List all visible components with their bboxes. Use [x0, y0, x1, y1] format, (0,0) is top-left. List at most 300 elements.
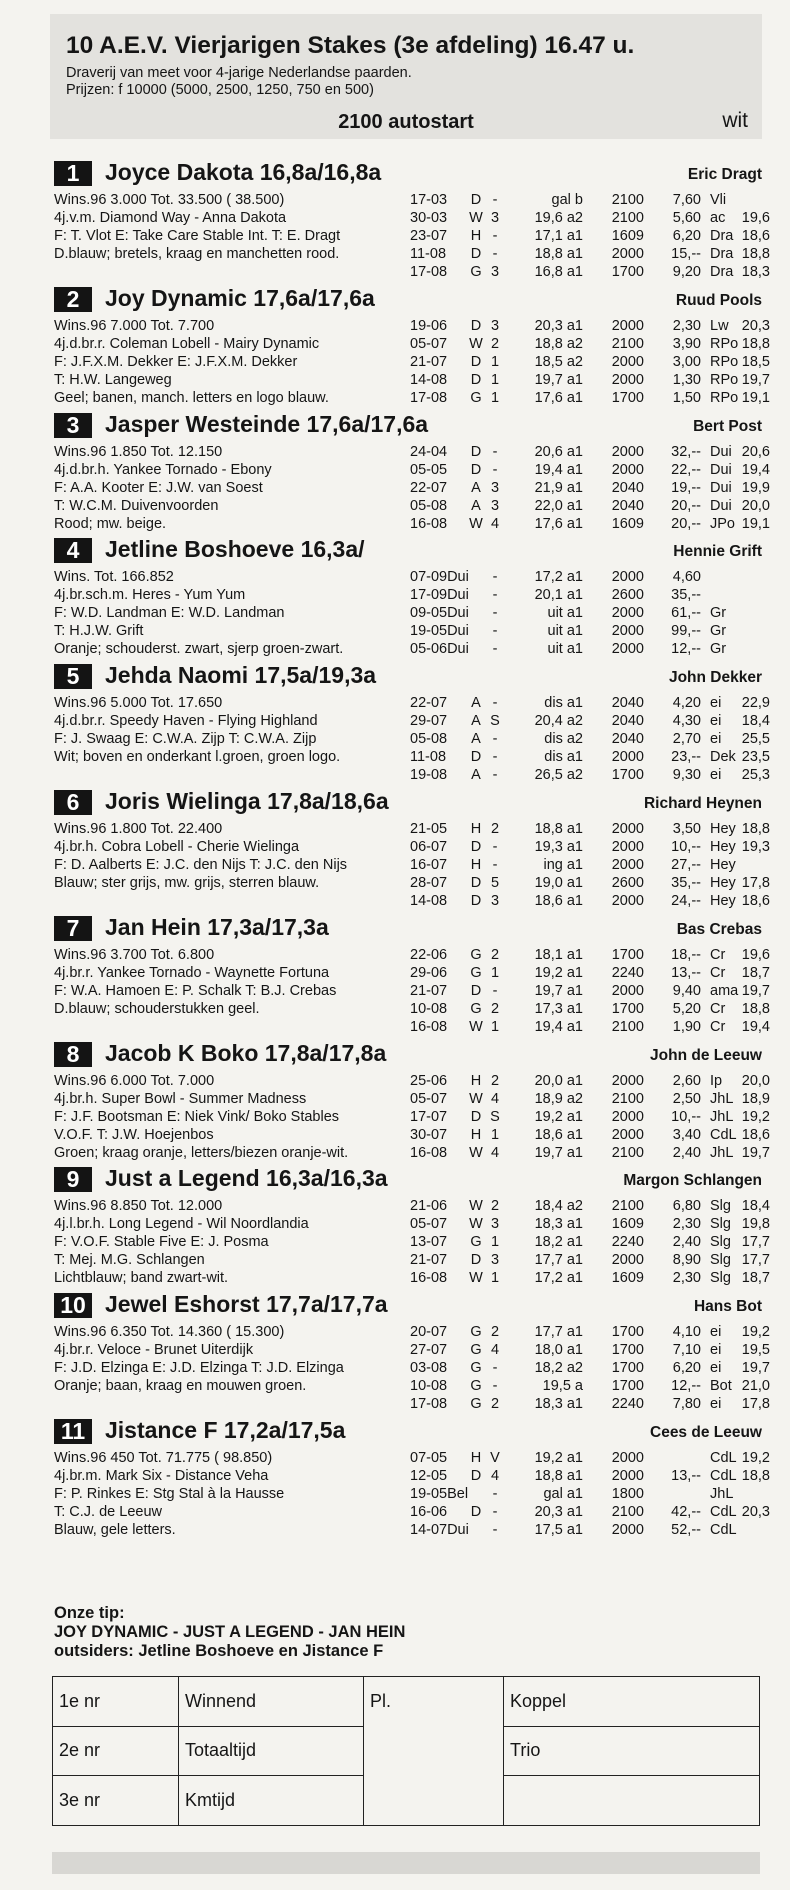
- race-odds: 9,40: [672, 982, 701, 999]
- horse-driver: Bas Crebas: [676, 920, 762, 938]
- horse-info-line: F: V.O.F. Stable Five E: J. Posma: [54, 1234, 269, 1251]
- horse-number: 2: [54, 287, 92, 312]
- race-drv: ei: [710, 1342, 722, 1359]
- race-drv: Dek: [710, 749, 736, 766]
- race-result-row: [410, 1000, 770, 1018]
- race-cond: 1: [490, 1126, 500, 1143]
- race-date: 14-08: [410, 371, 448, 388]
- race-rate: 18,3: [741, 264, 770, 280]
- race-odds: 32,--: [671, 443, 701, 460]
- race-cond: 3: [490, 893, 500, 909]
- horse-header: [50, 1040, 762, 1072]
- race-cond: -: [492, 461, 498, 478]
- race-track: D: [470, 246, 482, 262]
- race-date: 10-08: [410, 1378, 448, 1395]
- race-dist: 2240: [611, 964, 644, 981]
- race-time: 18,6 a1: [534, 893, 583, 909]
- horse-info-line: Wins.96 8.850 Tot. 12.000: [54, 1198, 223, 1215]
- horse-info-line: 4j.br.h. Cobra Lobell - Cherie Wielinga: [54, 839, 300, 855]
- race-track: A: [471, 713, 481, 730]
- race-track: W: [469, 1144, 483, 1161]
- race-cond: 1: [490, 1018, 500, 1035]
- race-result-row: [410, 640, 760, 658]
- race-rate: 18,6: [741, 1126, 770, 1143]
- horse-entry: [50, 662, 770, 786]
- race-result-row: [410, 820, 770, 838]
- race-time: 19,6 a2: [534, 210, 583, 226]
- race-drv: Gr: [710, 605, 727, 622]
- race-date: 21-07: [410, 982, 448, 999]
- race-result-row: [410, 568, 760, 586]
- race-rate: 23,5: [741, 749, 770, 766]
- race-date: 17-07: [410, 1108, 448, 1125]
- race-result-row: [410, 964, 770, 982]
- race-rate: 19,2: [741, 1324, 770, 1341]
- race-rate: 18,8: [741, 1000, 770, 1017]
- horse-info-line: Lichtblauw; band zwart-wit.: [54, 1270, 229, 1287]
- race-rate: 18,4: [741, 713, 770, 730]
- horse-info-line: F: W.D. Landman E: W.D. Landman: [54, 605, 285, 622]
- horse-details: [50, 1072, 770, 1164]
- bet-cell[interactable]: Kmtijd: [179, 1776, 364, 1826]
- race-time: 18,6 a1: [534, 1126, 583, 1143]
- horse-info-line: F: D. Aalberts E: J.C. den Nijs T: J.C. den Nijs: [54, 857, 348, 873]
- tip-outsiders: outsiders: Jetline Boshoeve en Jistance F: [54, 1642, 384, 1660]
- race-result-row: [410, 335, 770, 353]
- race-cond: -: [492, 641, 498, 658]
- race-cond: -: [492, 443, 498, 460]
- race-dist: 2000: [611, 1450, 644, 1466]
- race-date: 19-05Dui: [410, 623, 469, 640]
- race-cond: 3: [490, 264, 500, 280]
- race-track: D: [470, 875, 482, 891]
- race-result-row: [410, 209, 770, 227]
- race-dist: 1609: [611, 515, 644, 532]
- race-track: A: [471, 731, 481, 748]
- race-dist: 2600: [611, 587, 644, 604]
- race-date: 05-08: [410, 731, 448, 748]
- race-track: D: [470, 371, 482, 388]
- race-time: 19,2 a1: [534, 1450, 583, 1466]
- race-odds: 12,--: [671, 641, 701, 658]
- race-odds: 13,--: [671, 964, 701, 981]
- race-rate: 18,5: [741, 353, 770, 370]
- race-dist: 2000: [611, 623, 644, 640]
- horse-info-line: Wins.96 7.000 Tot. 7.700: [54, 317, 215, 334]
- race-cond: -: [492, 695, 498, 712]
- race-cond: 2: [490, 1396, 500, 1413]
- race-cond: 1: [490, 389, 500, 406]
- race-drv: Slg: [710, 1234, 731, 1251]
- race-dist: 2040: [611, 731, 644, 748]
- bet-cell[interactable]: 2e nr: [53, 1726, 179, 1776]
- race-odds: 18,--: [671, 946, 701, 963]
- race-rate: 18,8: [741, 821, 770, 837]
- horse-info-line: D.blauw; schouderstukken geel.: [54, 1000, 260, 1017]
- horse-driver: Richard Heynen: [643, 795, 762, 812]
- horse-info-line: Wins.96 1.800 Tot. 22.400: [54, 821, 223, 837]
- horse-details: [50, 694, 770, 786]
- race-drv: Dra: [710, 228, 734, 244]
- race-dist: 2100: [611, 192, 644, 208]
- horse-number: 10: [54, 1293, 92, 1318]
- race-result-row: [410, 982, 770, 1000]
- race-time: 22,0 a1: [534, 497, 583, 514]
- race-header: [50, 14, 762, 139]
- race-rate: 18,7: [741, 964, 770, 981]
- race-time: dis a1: [544, 695, 583, 712]
- race-odds: 2,50: [672, 1090, 701, 1107]
- race-time: ing a1: [543, 857, 583, 873]
- race-odds: 52,--: [671, 1522, 701, 1538]
- race-odds: 4,20: [672, 695, 701, 712]
- race-drv: CdL: [710, 1522, 737, 1538]
- race-rate: 19,4: [741, 1018, 770, 1035]
- race-date: 05-06Dui: [410, 641, 469, 658]
- horse-header: [50, 1291, 762, 1323]
- horse-header: [50, 411, 762, 443]
- race-odds: 8,90: [672, 1252, 701, 1269]
- race-drv: JhL: [710, 1108, 734, 1125]
- race-track: H: [470, 857, 482, 873]
- race-time: 19,5 a: [542, 1378, 583, 1395]
- race-result-row: [410, 1233, 770, 1251]
- race-date: 21-06: [410, 1198, 448, 1215]
- race-track: D: [470, 1108, 482, 1125]
- race-drv: CdL: [710, 1504, 737, 1520]
- race-date: 25-06: [410, 1072, 448, 1089]
- race-cond: -: [492, 605, 498, 622]
- race-result-row: [410, 1485, 760, 1503]
- race-time: 19,0 a1: [534, 875, 583, 891]
- race-date: 14-08: [410, 893, 448, 909]
- race-result-row: [410, 1323, 770, 1341]
- horse-entry: [50, 1165, 770, 1289]
- race-result-row: [410, 1521, 760, 1539]
- race-date: 07-05: [410, 1450, 448, 1466]
- race-result-row: [410, 622, 760, 640]
- race-odds: 9,30: [672, 767, 701, 784]
- horse-details: [50, 1323, 770, 1415]
- horse-details: [50, 317, 770, 409]
- horse-info-line: F: A.A. Kooter E: J.W. van Soest: [54, 479, 263, 496]
- race-odds: 42,--: [671, 1504, 701, 1520]
- race-date: 30-03: [410, 210, 448, 226]
- race-track: H: [470, 821, 482, 837]
- race-time: 20,3 a1: [534, 1504, 583, 1520]
- bet-row: [53, 1677, 760, 1727]
- race-result-row: [410, 1144, 770, 1162]
- race-drv: Ip: [710, 1072, 723, 1089]
- race-cond: 1: [490, 964, 500, 981]
- race-odds: 15,--: [671, 246, 701, 262]
- race-time: 19,4 a1: [534, 1018, 583, 1035]
- race-time: 19,2 a1: [534, 1108, 583, 1125]
- race-time: 19,7 a1: [534, 1144, 583, 1161]
- race-result-row: [410, 1503, 770, 1521]
- race-cond: -: [492, 731, 498, 748]
- race-dist: 1700: [611, 1342, 644, 1359]
- race-result-row: [410, 1341, 770, 1359]
- horse-number: 3: [54, 413, 92, 438]
- bet-cell[interactable]: Totaaltijd: [179, 1726, 364, 1776]
- race-track: W: [469, 1198, 483, 1215]
- bet-cell[interactable]: Winnend: [179, 1677, 364, 1727]
- race-track: W: [469, 515, 483, 532]
- race-cond: -: [492, 192, 498, 208]
- race-dist: 2040: [611, 713, 644, 730]
- horse-name: Jacob K Boko 17,8a/17,8a: [105, 1039, 387, 1066]
- race-rate: 18,9: [741, 1090, 770, 1107]
- race-rate: 17,8: [741, 875, 770, 891]
- tip-heading: Onze tip:: [54, 1604, 125, 1622]
- race-time: 20,6 a1: [534, 443, 583, 460]
- race-odds: 35,--: [671, 875, 701, 891]
- race-track: D: [470, 1468, 482, 1484]
- race-card: [50, 14, 770, 1811]
- race-cond: -: [492, 857, 498, 873]
- race-drv: RPo: [710, 371, 739, 388]
- race-time: 20,4 a2: [534, 713, 583, 730]
- horse-number: 7: [54, 916, 92, 941]
- race-drv: JhL: [710, 1486, 734, 1502]
- race-track: W: [469, 335, 483, 352]
- horse-info-line: F: J.D. Elzinga E: J.D. Elzinga T: J.D. Elzinga: [54, 1360, 344, 1377]
- race-rate: 17,7: [741, 1252, 770, 1269]
- horse-number: 11: [54, 1419, 92, 1444]
- race-date: 17-08: [410, 264, 448, 280]
- race-rate: 19,5: [741, 1342, 770, 1359]
- bet-cell[interactable]: [504, 1776, 760, 1826]
- race-track: W: [469, 1018, 483, 1035]
- horse-entry: [50, 1417, 770, 1541]
- race-track: D: [470, 317, 482, 334]
- horse-name: Just a Legend 16,3a/16,3a: [105, 1165, 388, 1192]
- race-date: 17-03: [410, 192, 448, 208]
- race-dist: 2100: [611, 1144, 644, 1161]
- race-result-row: [410, 353, 770, 371]
- race-result-row: [410, 1126, 770, 1144]
- race-drv: Dui: [710, 461, 732, 478]
- bet-cell[interactable]: 3e nr: [53, 1776, 179, 1826]
- race-cond: 4: [490, 1468, 500, 1484]
- race-result-row: [410, 1215, 770, 1233]
- race-odds: 20,--: [671, 497, 701, 514]
- race-dist: 2000: [611, 1522, 644, 1538]
- race-odds: 3,40: [672, 1126, 701, 1143]
- race-cond: -: [492, 767, 498, 784]
- race-drv: Slg: [710, 1270, 731, 1287]
- horse-details: [50, 820, 770, 912]
- race-result-row: [410, 730, 770, 748]
- horse-driver: Bert Post: [693, 417, 762, 435]
- race-date: 19-06: [410, 317, 448, 334]
- race-cond: 1: [490, 353, 500, 370]
- horse-details: [50, 1197, 770, 1289]
- race-rate: 17,7: [741, 1234, 770, 1251]
- race-dist: 2000: [611, 1252, 644, 1269]
- race-cond: -: [492, 1360, 498, 1377]
- race-drv: Cr: [710, 964, 726, 981]
- race-time: 19,4 a1: [534, 461, 583, 478]
- race-dist: 2100: [611, 1090, 644, 1107]
- race-odds: 6,20: [672, 228, 701, 244]
- race-result-row: [410, 712, 770, 730]
- horse-info-line: T: H.W. Langeweg: [54, 371, 172, 388]
- horse-info-line: V.O.F. T: J.W. Hoejenbos: [54, 1126, 214, 1143]
- race-cond: 4: [490, 1144, 500, 1161]
- bet-cell[interactable]: Koppel: [504, 1677, 760, 1727]
- race-track: D: [470, 749, 482, 766]
- horse-info-line: Rood; mw. beige.: [54, 515, 167, 532]
- horse-info-line: T: C.J. de Leeuw: [54, 1504, 162, 1520]
- race-time: 20,3 a1: [534, 317, 583, 334]
- race-odds: 10,--: [671, 1108, 701, 1125]
- race-rate: 19,9: [741, 479, 770, 496]
- race-time: gal b: [551, 192, 583, 208]
- race-cond: 2: [490, 1198, 500, 1215]
- race-result-row: [410, 371, 770, 389]
- race-cond: 1: [490, 371, 500, 388]
- race-dist: 2000: [611, 317, 644, 334]
- race-track: G: [470, 946, 482, 963]
- bet-cell[interactable]: Trio: [504, 1726, 760, 1776]
- race-date: 11-08: [410, 749, 447, 766]
- horse-details: [50, 191, 770, 283]
- race-drv: JhL: [710, 1144, 734, 1161]
- race-drv: Cr: [710, 946, 726, 963]
- race-track: D: [470, 443, 482, 460]
- race-title: 10 A.E.V. Vierjarigen Stakes (3e afdeling) 16.47 u.: [66, 32, 635, 59]
- race-date: 16-08: [410, 515, 448, 532]
- race-odds: 7,80: [672, 1396, 701, 1413]
- race-dist: 1700: [611, 1000, 644, 1017]
- horse-info-line: Wins.96 5.000 Tot. 17.650: [54, 695, 223, 712]
- horse-info-line: Blauw, gele letters.: [54, 1522, 176, 1538]
- race-rate: 18,6: [741, 228, 770, 244]
- race-result-row: [410, 389, 770, 407]
- race-drv: Hey: [710, 875, 736, 891]
- horse-info-line: F: T. Vlot E: Take Care Stable Int. T: E. Dragt: [54, 228, 341, 244]
- race-track: A: [471, 767, 481, 784]
- horse-info-line: Wins.96 6.350 Tot. 14.360 ( 15.300): [54, 1324, 285, 1341]
- race-dist: 2600: [611, 875, 644, 891]
- bet-cell-pl[interactable]: Pl.: [364, 1677, 504, 1826]
- race-track: H: [470, 1126, 482, 1143]
- race-odds: 1,90: [672, 1018, 701, 1035]
- race-time: 18,0 a1: [534, 1342, 583, 1359]
- race-result-row: [410, 1018, 770, 1036]
- race-dist: 2000: [611, 1126, 644, 1143]
- horse-driver: Cees de Leeuw: [650, 1424, 762, 1441]
- horse-entry: [50, 788, 770, 912]
- race-rate: 19,4: [741, 461, 770, 478]
- race-track: G: [470, 264, 482, 280]
- race-cond: S: [490, 1108, 500, 1125]
- race-dist: 2000: [611, 605, 644, 622]
- horse-info-line: Oranje; schouderst. zwart, sjerp groen-zwart.: [54, 641, 344, 658]
- race-rate: 20,0: [741, 1072, 770, 1089]
- race-time: 18,3 a1: [534, 1216, 583, 1233]
- race-odds: 9,20: [672, 264, 701, 280]
- race-cond: 3: [490, 479, 500, 496]
- race-result-row: [410, 191, 760, 209]
- race-time: uit a1: [547, 605, 583, 622]
- race-rate: 18,4: [741, 1198, 770, 1215]
- race-result-row: [410, 1090, 770, 1108]
- race-odds: 2,40: [672, 1234, 701, 1251]
- race-result-row: [410, 586, 760, 604]
- horse-entry: [50, 913, 770, 1038]
- race-cond: S: [490, 713, 500, 730]
- race-date: 06-07: [410, 839, 448, 855]
- race-date: 24-04: [410, 443, 448, 460]
- horse-info-line: 4j.br.r. Yankee Tornado - Waynette Fortuna: [54, 964, 330, 981]
- race-time: 18,9 a2: [534, 1090, 583, 1107]
- horse-details: [50, 568, 762, 660]
- race-odds: 2,70: [672, 731, 701, 748]
- race-odds: 24,--: [671, 893, 701, 909]
- race-cond: 1: [490, 1270, 500, 1287]
- race-dist: 2000: [611, 641, 644, 658]
- race-drv: Bot: [710, 1378, 732, 1395]
- race-dist: 2100: [611, 1198, 644, 1215]
- race-dist: 1609: [611, 228, 644, 244]
- horse-entry: [50, 1291, 770, 1415]
- race-date: 27-07: [410, 1342, 448, 1359]
- horse-info-line: 4j.br.m. Mark Six - Distance Veha: [54, 1468, 269, 1484]
- race-time: 19,7 a1: [534, 371, 583, 388]
- race-drv: Hey: [710, 893, 736, 909]
- tip-picks: JOY DYNAMIC - JUST A LEGEND - JAN HEIN: [54, 1623, 406, 1641]
- horse-entry: [50, 410, 770, 535]
- race-odds: 22,--: [671, 461, 701, 478]
- race-dist: 1609: [611, 1216, 644, 1233]
- horse-header: [50, 159, 762, 191]
- horse-info-line: 4j.d.br.r. Coleman Lobell - Mairy Dynamic: [54, 335, 320, 352]
- bet-cell[interactable]: 1e nr: [53, 1677, 179, 1727]
- horse-info-line: Wins.96 1.850 Tot. 12.150: [54, 443, 223, 460]
- race-result-row: [410, 245, 770, 263]
- race-drv: Vli: [710, 192, 727, 208]
- race-rate: 19,1: [741, 515, 770, 532]
- horse-header: [50, 914, 762, 946]
- race-rate: 18,6: [741, 893, 770, 909]
- race-dist: 1800: [611, 1486, 644, 1502]
- race-drv: CdL: [710, 1468, 737, 1484]
- race-dist: 2000: [611, 982, 644, 999]
- race-cond: 3: [490, 1216, 500, 1233]
- race-time: 18,1 a1: [534, 946, 583, 963]
- race-result-row: [410, 856, 760, 874]
- race-result-row: [410, 497, 770, 515]
- race-odds: 20,--: [671, 515, 701, 532]
- race-track: D: [470, 893, 482, 909]
- race-rate: 19,7: [741, 982, 770, 999]
- horse-driver: John de Leeuw: [650, 1046, 762, 1064]
- horse-entry: [50, 536, 762, 660]
- horse-info-line: F: W.A. Hamoen E: P. Schalk T: B.J. Crebas: [54, 982, 337, 999]
- race-cond: -: [492, 1486, 498, 1502]
- race-date: 17-09Dui: [410, 587, 469, 604]
- race-cond: 2: [490, 1072, 500, 1089]
- race-time: uit a1: [547, 623, 583, 640]
- race-rate: 20,6: [741, 443, 770, 460]
- race-drv: ama: [710, 982, 739, 999]
- race-odds: 35,--: [671, 587, 701, 604]
- race-date: 21-07: [410, 1252, 448, 1269]
- race-odds: 1,30: [672, 371, 701, 388]
